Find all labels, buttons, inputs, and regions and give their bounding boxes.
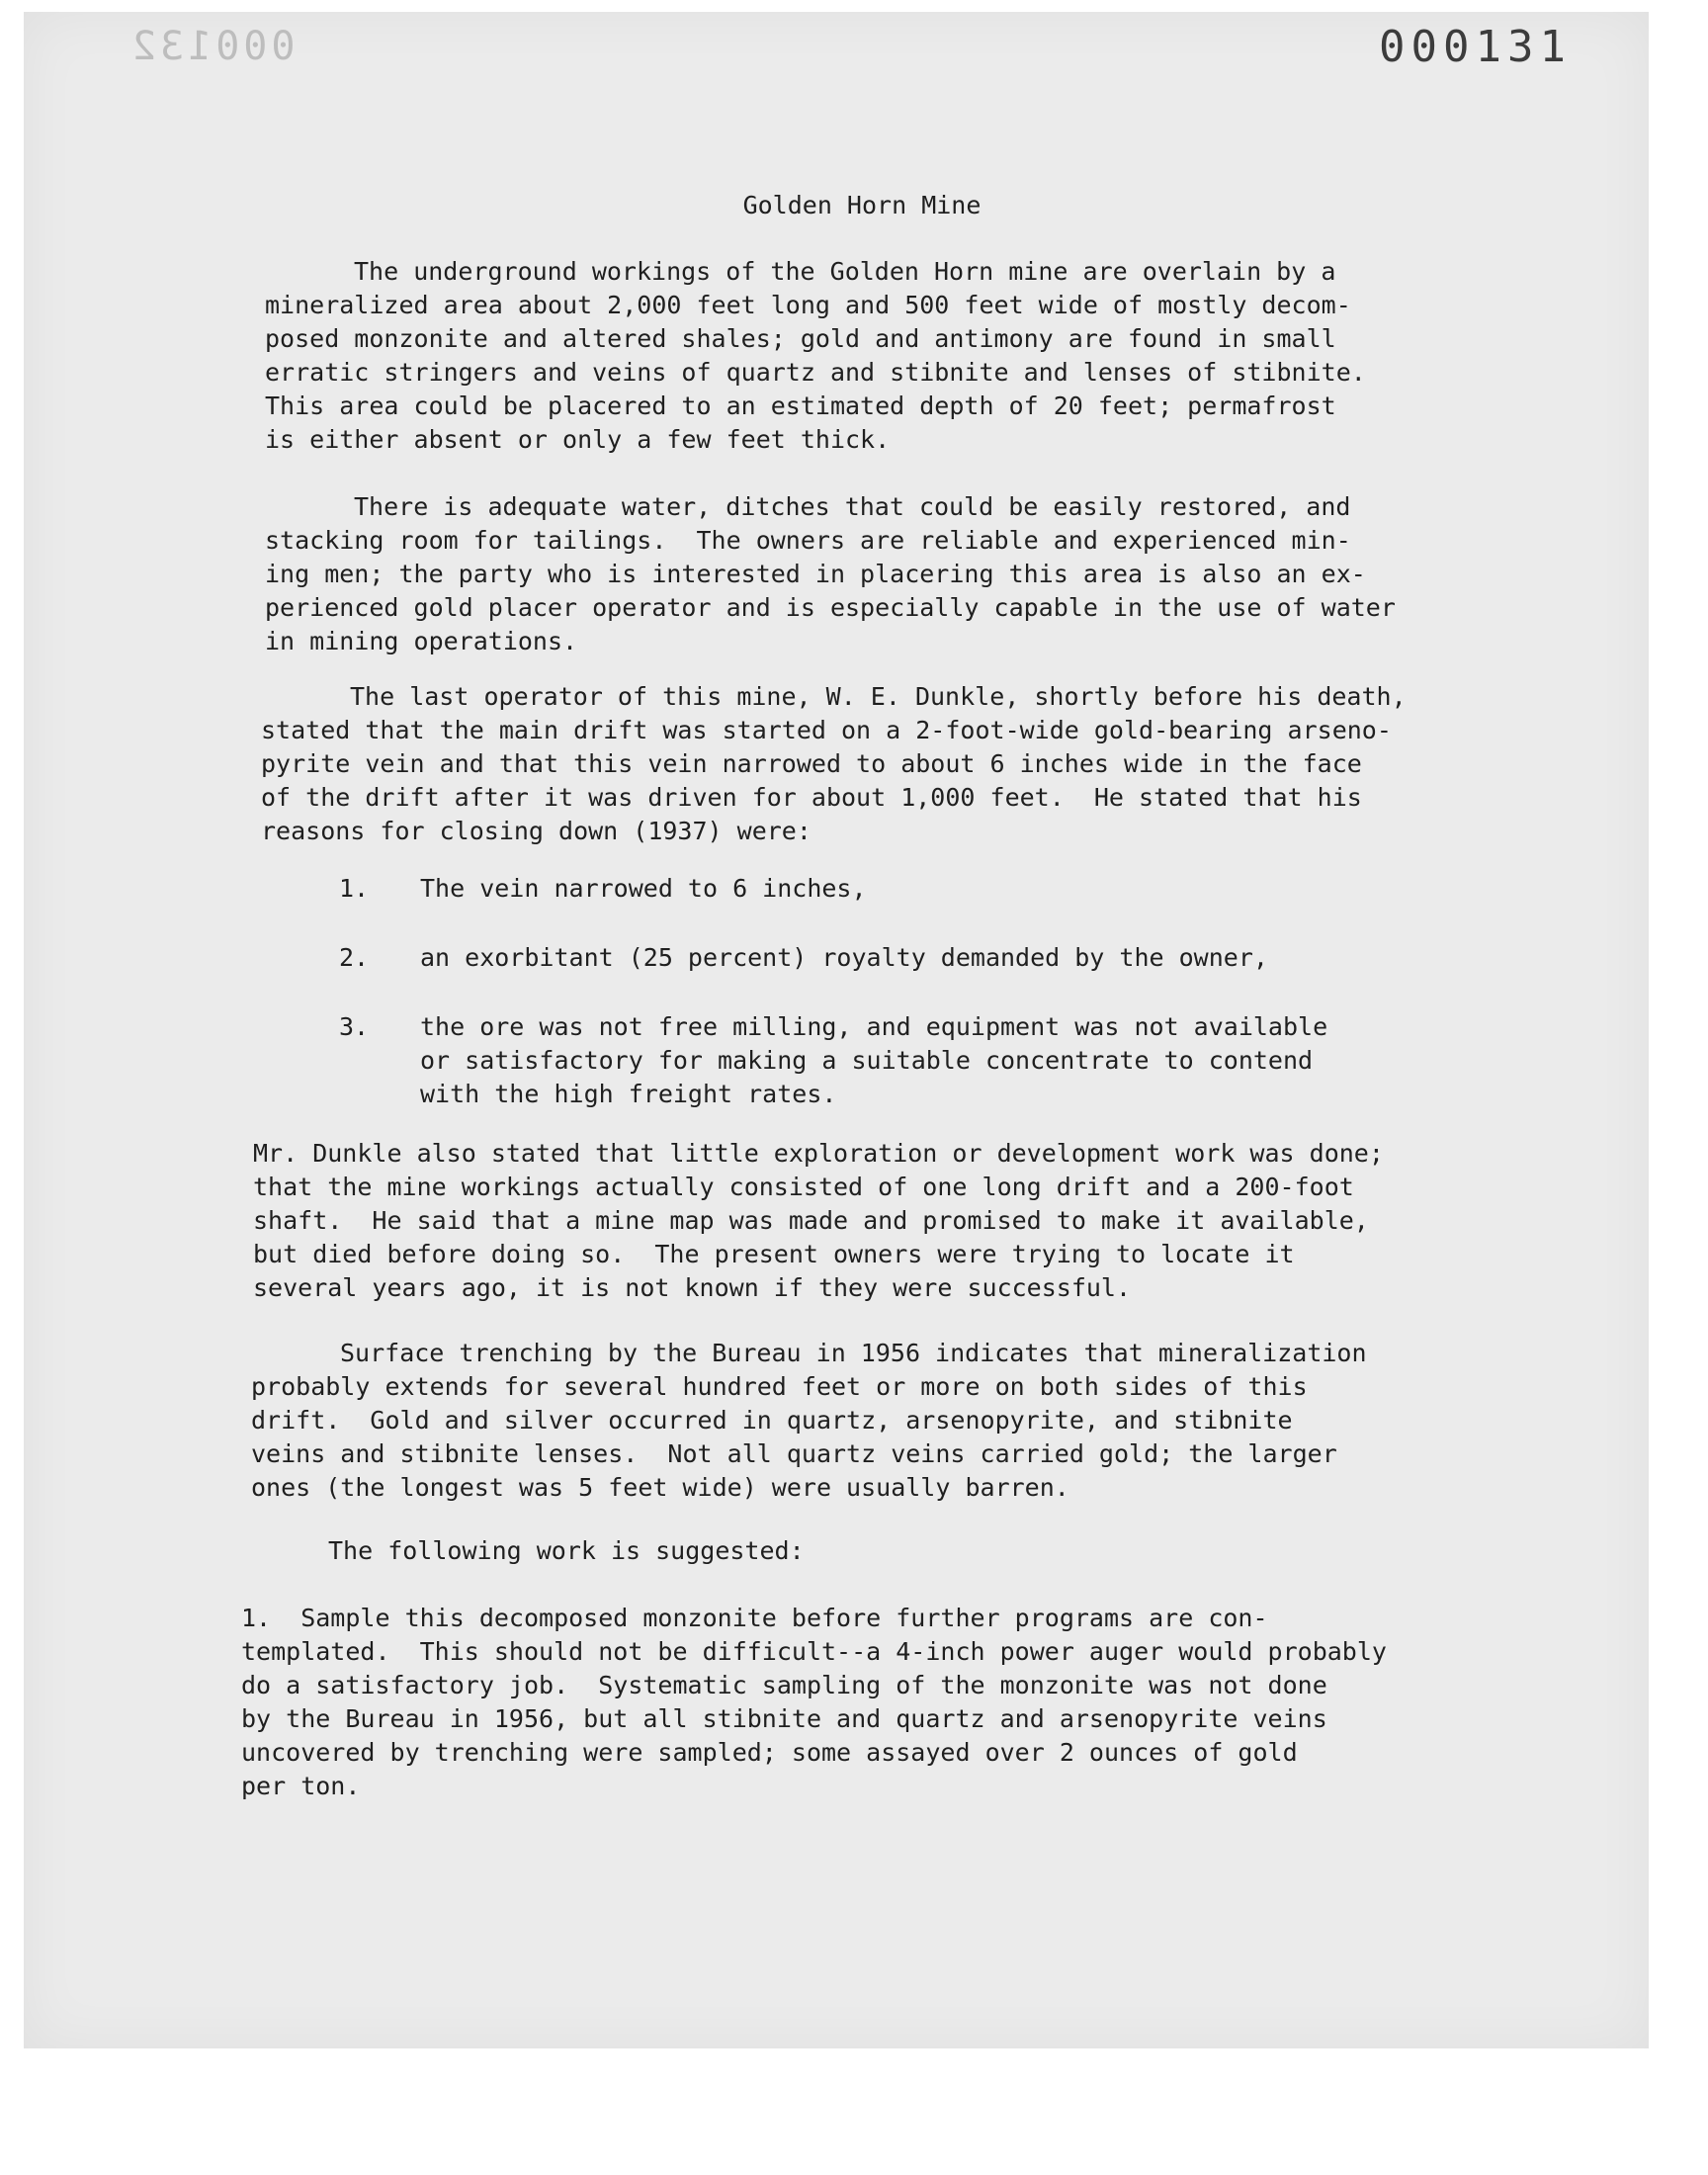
bleed-through-page-number: 000132 [128, 24, 296, 69]
paragraph-7: 1. Sample this decomposed monzonite before further programs are con- templated. This should not be difficult--a 4-inch power auger would probably do a satisfactory job. Systematic sampling of the monzonite was not done by the Bureau in 1956, but all stibnite and quartz and arsenopyrite veins uncovered by trenching were sampled; some assayed over 2 ounces of gold per ton. [241, 1604, 1387, 1800]
list-item-number: 2. [339, 943, 370, 972]
list-item-number: 1. [339, 874, 370, 903]
list-item-text: the ore was not free milling, and equipment was not available or satisfactory for making a suitable concentrate to contend with the high freight rates. [420, 1012, 1328, 1108]
paragraph-3: The last operator of this mine, W. E. Dunkle, shortly before his death, stated that the main drift was started on a 2-foot-wide gold-bearing arseno- pyrite vein and that this vein narrowed to about 6 inches wide in the face of the drift after it was driven for about 1,000 feet. He stated that his reasons for closing down (1937) were: [261, 682, 1407, 845]
list-item-text: The vein narrowed to 6 inches, [420, 874, 867, 903]
list-item-number: 3. [339, 1012, 370, 1041]
paragraph-5: Surface trenching by the Bureau in 1956 indicates that mineralization probably extends for several hundred feet or more on both sides of this drift. Gold and silver occurred in quartz, arsenopyrite, and stibnite veins and stibnite lenses. Not all quartz veins carried gold; the larger ones (the longest was 5 feet wide) were usually barren. [251, 1339, 1367, 1502]
paragraph-2: There is adequate water, ditches that could be easily restored, and stacking room for tailings. The owners are reliable and experienced min- ing men; the party who is interested in placering this area is also an ex- perienced gold placer operator and is especially capable in the use of water in mining operations. [265, 492, 1396, 655]
page-number: 000131 [1379, 22, 1572, 72]
paragraph-4: Mr. Dunkle also stated that little exploration or development work was done; that the mine workings actually consisted of one long drift and a 200-foot shaft. He said that a mine map was made and promised to make it available, but died before doing so. The present owners were trying to locate it several years ago, it is not known if they were successful. [253, 1139, 1384, 1302]
paragraph-6: The following work is suggested: [328, 1536, 805, 1565]
list-item-text: an exorbitant (25 percent) royalty demanded by the owner, [420, 943, 1268, 972]
page-title: Golden Horn Mine [742, 191, 982, 219]
paragraph-1: The underground workings of the Golden Horn mine are overlain by a mineralized area about 2,000 feet long and 500 feet wide of mostly decom- posed monzonite and altered shales; gold and antimony are found in small erratic stringers and veins of quartz and stibnite and lenses of stibnite. This area could be placered to an estimated depth of 20 feet; permafrost is either absent or only a few feet thick. [265, 257, 1366, 454]
